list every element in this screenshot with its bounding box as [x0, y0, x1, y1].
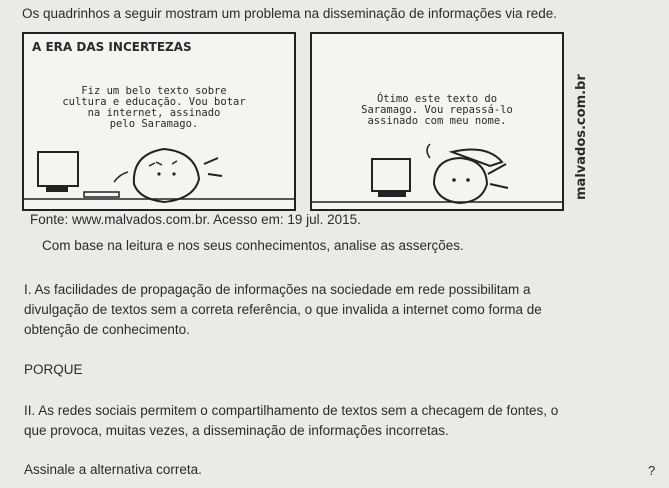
panel-1-speech: Fiz um belo texto sobre cultura e educação. Vou botar na internet, assinado pelo Saramago. — [62, 85, 246, 130]
comic-panel-2 — [310, 32, 564, 211]
assertion-1-line-2: divulgação de textos sem a correta referência, o que invalida a internet como forma de — [24, 302, 542, 317]
comic-panel-1 — [22, 32, 296, 211]
assertion-2-line-1: II. As redes sociais permitem o compartilhamento de textos sem a checagem de fontes, o — [24, 403, 559, 418]
instruction-text: Com base na leitura e nos seus conhecimentos, analise as asserções. — [42, 238, 464, 253]
vertical-credit: malvados.com.br — [574, 74, 589, 200]
panel-2-drawing — [312, 34, 562, 209]
connector-word: PORQUE — [24, 362, 83, 377]
prompt-text: Assinale a alternativa correta. — [24, 462, 202, 477]
assertion-1-line-3: obtenção de conhecimento. — [24, 322, 190, 337]
comic-strip — [22, 22, 589, 212]
panel-1-drawing — [24, 34, 294, 209]
corner-question-mark: ? — [648, 463, 656, 478]
panel-2-speech: Ótimo este texto do Saramago. Vou repassá-lo assinado com meu nome. — [361, 93, 513, 127]
assertion-2-line-2: que provoca, muitas vezes, a disseminação de informações incorretas. — [24, 423, 449, 438]
panel-1-title: A ERA DAS INCERTEZAS — [32, 40, 192, 54]
assertion-1-line-1: I. As facilidades de propagação de informações na sociedade em rede possibilitam a — [24, 282, 531, 297]
intro-text: Os quadrinhos a seguir mostram um problema na disseminação de informações via rede. — [22, 6, 558, 21]
comic-source: Fonte: www.malvados.com.br. Acesso em: 19 jul. 2015. — [30, 212, 361, 227]
